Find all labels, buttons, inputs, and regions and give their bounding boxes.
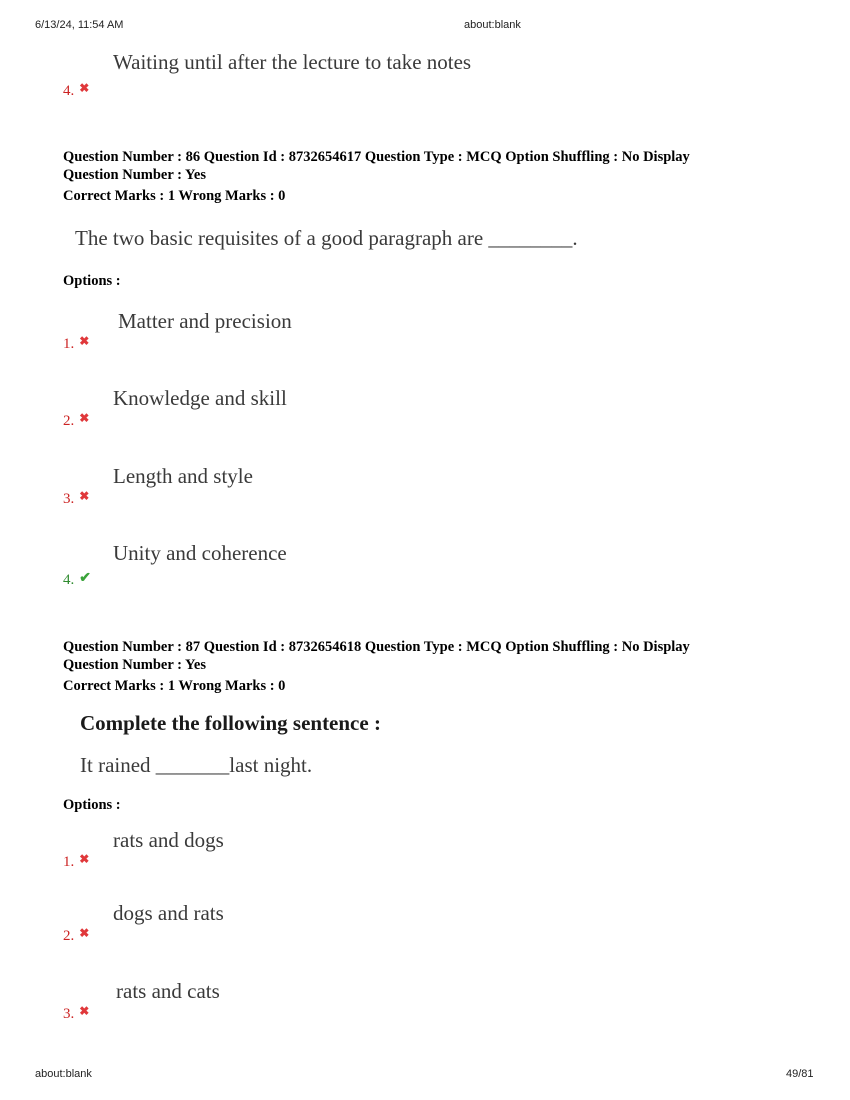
q86-option-4-marker <box>63 570 91 589</box>
q86-option-3-number: 3. <box>63 491 75 507</box>
print-page-number: 49/81 <box>786 1068 814 1080</box>
cross-icon: ✖ <box>79 489 90 503</box>
q87-option-2-marker <box>63 926 89 945</box>
q86-marks: Correct Marks : 1 Wrong Marks : 0 <box>63 188 286 204</box>
print-datetime: 6/13/24, 11:54 AM <box>35 19 124 31</box>
q87-option-3-number: 3. <box>63 1006 75 1022</box>
check-icon: ✔ <box>79 571 91 586</box>
prev-option-4-text: Waiting until after the lecture to take notes <box>113 50 472 74</box>
cross-icon: ✖ <box>79 852 90 866</box>
q87-heading: Complete the following sentence : <box>80 711 381 735</box>
q86-option-2-number: 2. <box>63 413 75 429</box>
print-page-title: about:blank <box>464 19 521 31</box>
q87-option-2-text: dogs and rats <box>113 901 224 925</box>
q86-option-4-text: Unity and coherence <box>113 541 287 565</box>
q87-option-3-marker <box>63 1004 89 1023</box>
q86-meta-line-2: Question Number : Yes <box>63 167 206 183</box>
q86-option-1-marker <box>63 334 89 353</box>
q87-options-label: Options : <box>63 797 121 813</box>
cross-icon: ✖ <box>79 334 90 348</box>
q86-question-text: The two basic requisites of a good paragraph are ________. <box>75 226 578 250</box>
q86-options-label: Options : <box>63 273 121 289</box>
q87-option-3-text: rats and cats <box>116 979 220 1003</box>
q87-option-2-number: 2. <box>63 928 75 944</box>
q86-option-4-number: 4. <box>63 572 75 588</box>
q86-option-3-text: Length and style <box>113 464 253 488</box>
q87-meta-line-1: Question Number : 87 Question Id : 8732654618 Question Type : MCQ Option Shuffling : No Display <box>63 639 690 655</box>
cross-icon: ✖ <box>79 926 90 940</box>
q86-meta-line-1: Question Number : 86 Question Id : 8732654617 Question Type : MCQ Option Shuffling : No Display <box>63 149 690 165</box>
q86-option-1-number: 1. <box>63 336 75 352</box>
cross-icon: ✖ <box>79 1004 90 1018</box>
q86-option-2-marker <box>63 411 89 430</box>
cross-icon: ✖ <box>79 411 90 425</box>
prev-option-4-marker <box>63 81 89 100</box>
q86-option-1-text: Matter and precision <box>118 309 292 333</box>
print-footer-url: about:blank <box>35 1068 92 1080</box>
q87-question-text: It rained _______last night. <box>80 753 313 777</box>
prev-option-4-number: 4. <box>63 83 75 99</box>
q87-marks: Correct Marks : 1 Wrong Marks : 0 <box>63 678 286 694</box>
q87-option-1-marker <box>63 852 89 871</box>
q86-option-2-text: Knowledge and skill <box>113 386 287 410</box>
q87-meta-line-2: Question Number : Yes <box>63 657 206 673</box>
q87-option-1-text: rats and dogs <box>113 828 224 852</box>
q86-option-3-marker <box>63 489 89 508</box>
cross-icon: ✖ <box>79 81 90 95</box>
q87-option-1-number: 1. <box>63 854 75 870</box>
